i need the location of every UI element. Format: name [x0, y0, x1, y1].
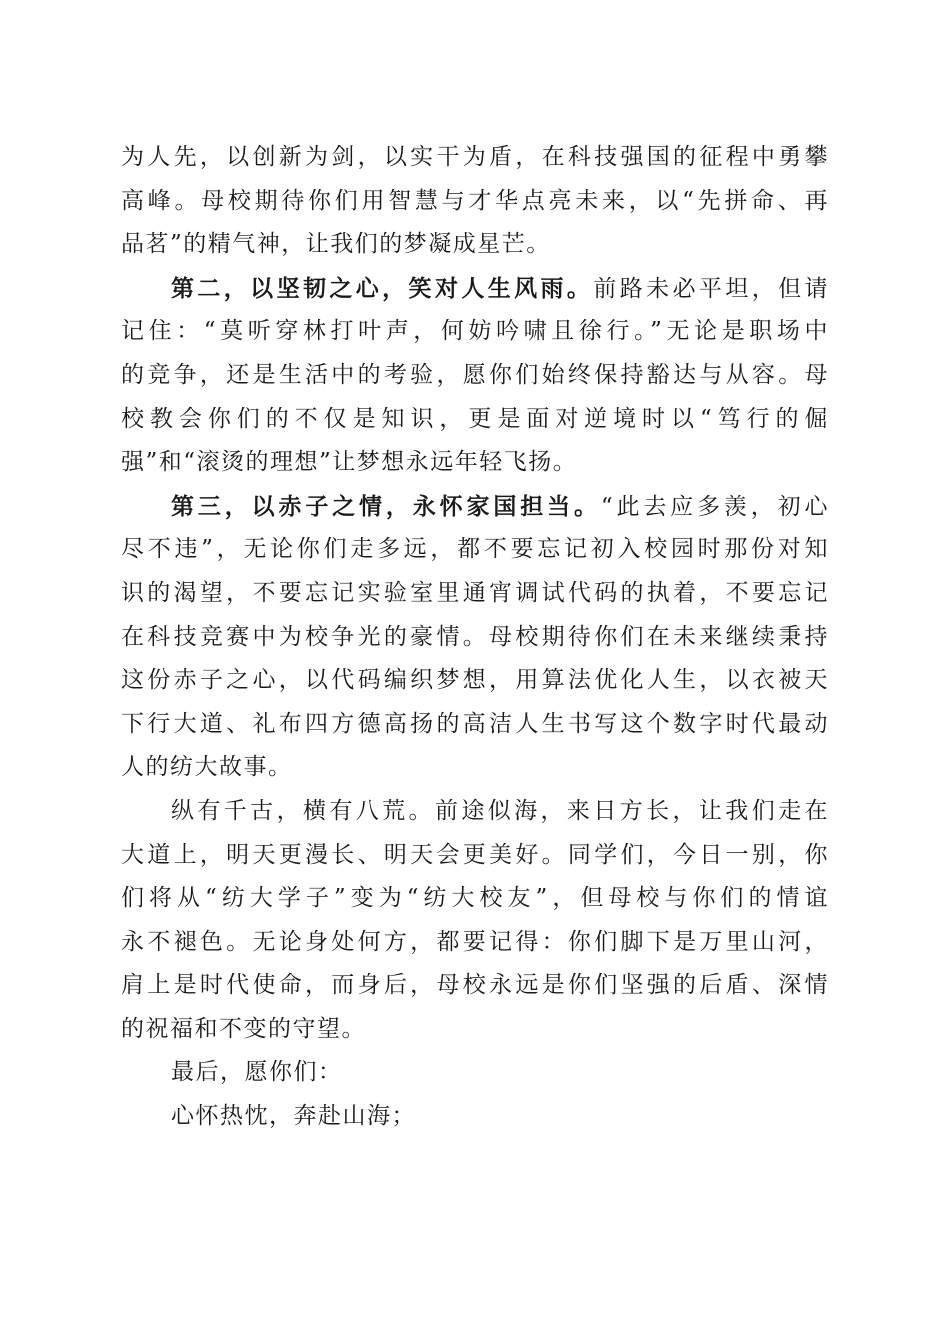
body-line: 人的纺大故事。: [121, 754, 293, 781]
body-line: 为人先，以创新为剑，以实干为盾，在科技强国的征程中勇攀: [121, 144, 829, 170]
paragraph-first-line: [121, 485, 829, 529]
body-line: 尽不违”，无论你们走多远，都不要忘记初入校园时那份对知: [121, 536, 829, 563]
body-text: “此去应多羡，初心: [600, 493, 829, 520]
body-line: 在科技竞赛中为校争光的豪情。母校期待你们在未来继续秉持: [121, 623, 829, 650]
body-line: 下行大道、礼布四方德高扬的高洁人生书写这个数字时代最动: [121, 710, 829, 737]
body-line: 强”和“滚烫的理想”让梦想永远年轻飞扬。: [121, 449, 578, 476]
paragraph-first-line: [121, 267, 829, 311]
body-line: 肩上是时代使命，而身后，母校永远是你们坚强的后盾、深情: [121, 972, 829, 999]
body-text: 前路未必平坦，但请: [593, 275, 829, 302]
body-line: 们将从“纺大学子”变为“纺大校友”，但母校与你们的情谊: [121, 885, 829, 912]
closing-wish: 心怀热忱，奔赴山海；: [171, 1103, 416, 1130]
section-heading-three: 第三，以赤子之情，永怀家国担当。: [171, 492, 601, 520]
paragraph-first-line: 纵有千古，横有八荒。前途似海，来日方长，让我们走在: [171, 797, 829, 824]
body-line: 的祝福和不变的守望。: [121, 1015, 366, 1042]
body-line: 的竞争，还是生活中的考验，愿你们始终保持豁达与从容。母: [121, 361, 829, 388]
body-line: 识的渴望，不要忘记实验室里通宵调试代码的执着，不要忘记: [121, 579, 829, 606]
body-line: 高峰。母校期待你们用智慧与才华点亮未来，以“先拼命、再: [121, 187, 829, 214]
closing-intro: 最后，愿你们：: [171, 1059, 343, 1086]
section-heading-two: 第二，以坚韧之心，笑对人生风雨。: [171, 274, 594, 302]
body-line: 品茗”的精气神，让我们的梦凝成星芒。: [121, 231, 551, 258]
body-line: 永不褪色。无论身处何方，都要记得：你们脚下是万里山河，: [121, 928, 829, 955]
body-line: 校教会你们的不仅是知识，更是面对逆境时以“笃行的倔: [121, 405, 829, 432]
body-line: 大道上，明天更漫长、明天会更美好。同学们，今日一别，你: [121, 841, 829, 868]
document-body: [121, 136, 829, 1139]
body-line: 这份赤子之心，以代码编织梦想，用算法优化人生，以衣被天: [121, 667, 829, 694]
body-line: 记住：“莫听穿林打叶声，何妨吟啸且徐行。”无论是职场中: [121, 318, 829, 345]
